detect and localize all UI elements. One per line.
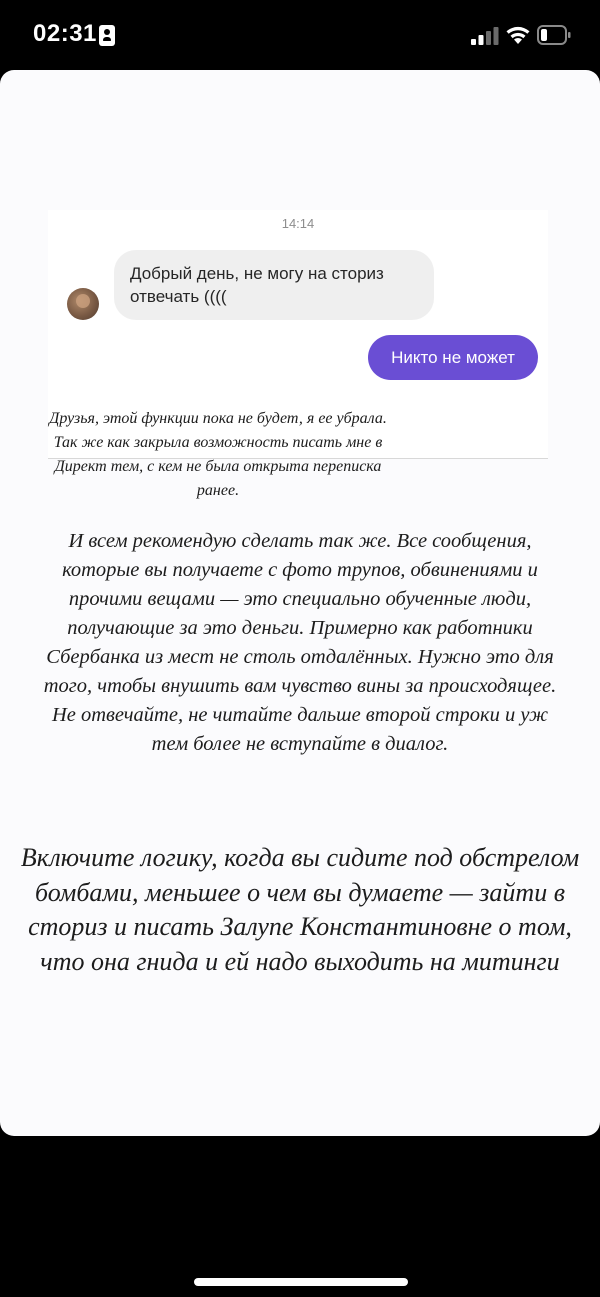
avatar: [67, 288, 99, 320]
home-indicator[interactable]: [194, 1278, 408, 1286]
story-caption: Друзья, этой функции пока не будет, я ее убрала. Так же как закрыла возможность писать мне в Директ тем, с кем не была открыта переписка ранее.: [49, 410, 387, 499]
chat-timestamp: 14:14: [281, 216, 315, 231]
person-badge-icon: [99, 25, 115, 46]
battery-icon: [537, 25, 571, 45]
cellular-signal-icon: [471, 27, 501, 45]
outgoing-message-bubble: Никто не может: [368, 335, 538, 380]
incoming-message-bubble: Добрый день, не могу на сториз отвечать ((((: [114, 250, 434, 320]
status-bar: [0, 0, 600, 70]
wifi-icon: [505, 24, 531, 46]
status-time: 02:31: [33, 20, 97, 47]
story-paragraph-main: И всем рекомендую сделать так же. Все сообщения, которые вы получаете с фото трупов, обвинениями и прочими вещами — это специально обученные люди, получающие за это деньги. Примерно как работники Сбербанка из мест не столь отдалённых. Нужно это для того, чтобы внушить вам чувство вины за происходящее. Не отвечайте, не читайте дальше второй строки и уж тем более не вступайте в диалог.: [43, 530, 557, 755]
story-paragraph-large: Включите логику, когда вы сидите под обстрелом бомбами, меньшее о чем вы думаете — зайти в сториз и писать Залупе Константиновне о том, что она гнида и ей надо выходить на митинги: [20, 843, 580, 976]
story-card: [0, 70, 600, 1136]
